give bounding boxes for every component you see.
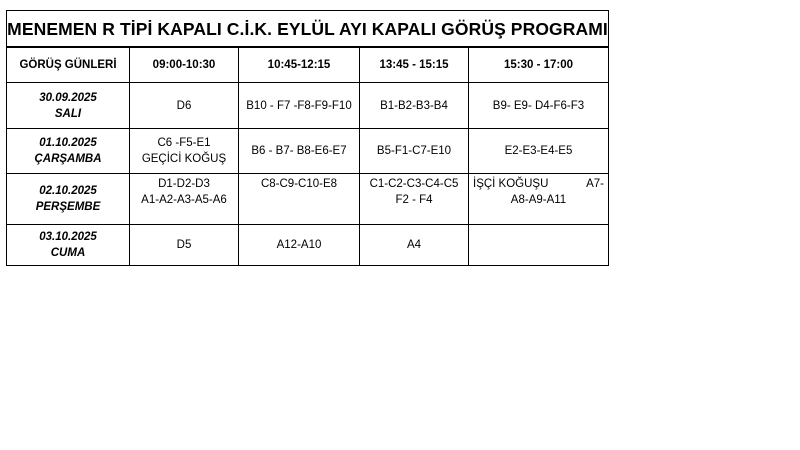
header-slot-1: 09:00-10:30	[130, 47, 239, 83]
visit-schedule-sheet	[6, 10, 607, 266]
slot-text: A8-A9-A11	[510, 194, 567, 206]
slot-text: B9- E9- D4-F6-F3	[492, 99, 585, 112]
row-date: 03.10.2025	[39, 231, 97, 243]
slot-text: D1-D2-D3	[158, 178, 210, 190]
slot-text: D6	[176, 99, 192, 112]
slot-text: A1-A2-A3-A5-A6	[141, 194, 227, 206]
slot-cell	[130, 174, 239, 225]
row-date: 02.10.2025	[39, 185, 97, 197]
slot-cell	[360, 83, 469, 129]
slot-cell	[239, 129, 360, 174]
header-slot-2: 10:45-12:15	[239, 47, 360, 83]
day-cell	[7, 225, 130, 266]
slot-cell	[360, 174, 469, 225]
header-visit-days: GÖRÜŞ GÜNLERİ	[7, 47, 130, 83]
slot-cell	[130, 129, 239, 174]
header-row	[7, 47, 609, 83]
slot-text: A7-	[586, 178, 604, 190]
slot-text: GEÇİCİ KOĞUŞ	[141, 153, 227, 165]
slot-cell	[130, 83, 239, 129]
slot-cell	[239, 83, 360, 129]
table-row	[7, 129, 609, 174]
table-row	[7, 83, 609, 129]
slot-cell	[130, 225, 239, 266]
header-slot-3: 13:45 - 15:15	[360, 47, 469, 83]
slot-cell	[360, 129, 469, 174]
day-cell	[7, 83, 130, 129]
row-date: 01.10.2025	[39, 137, 97, 149]
row-date: 30.09.2025	[39, 91, 97, 104]
slot-cell	[469, 174, 609, 225]
slot-cell	[469, 83, 609, 129]
slot-text: C6 -F5-E1	[157, 137, 211, 149]
row-day: ÇARŞAMBA	[34, 153, 102, 165]
visit-schedule-table	[6, 10, 609, 266]
header-slot-4: 15:30 - 17:00	[469, 47, 609, 83]
slot-cell	[469, 225, 609, 266]
worker-ward-line	[469, 176, 608, 192]
slot-text: D5	[176, 239, 192, 251]
slot-text: C1-C2-C3-C4-C5	[369, 178, 459, 190]
slot-text: C8-C9-C10-E8	[260, 178, 338, 190]
slot-text: A4	[406, 239, 422, 251]
slot-text: F2 - F4	[395, 194, 433, 206]
slot-cell	[239, 174, 360, 225]
slot-text: B1-B2-B3-B4	[380, 99, 448, 112]
slot-cell	[360, 225, 469, 266]
slot-text: B5-F1-C7-E10	[376, 145, 452, 157]
table-row	[7, 174, 609, 225]
row-day: CUMA	[50, 247, 86, 259]
table-row	[7, 225, 609, 266]
slot-text: A12-A10	[276, 239, 322, 251]
slot-text: B10 - F7 -F8-F9-F10	[246, 99, 352, 112]
row-day: SALI	[54, 107, 82, 120]
slot-text: B6 - B7- B8-E6-E7	[251, 145, 347, 157]
slot-text: E2-E3-E4-E5	[504, 145, 573, 157]
slot-cell	[469, 129, 609, 174]
day-cell	[7, 129, 130, 174]
row-day: PERŞEMBE	[35, 201, 101, 213]
slot-cell	[239, 225, 360, 266]
schedule-title: MENEMEN R TİPİ KAPALI C.İ.K. EYLÜL AYI KAPALI GÖRÜŞ PROGRAMI	[7, 11, 609, 48]
slot-text: İŞÇİ KOĞUŞU	[473, 178, 549, 190]
day-cell	[7, 174, 130, 225]
